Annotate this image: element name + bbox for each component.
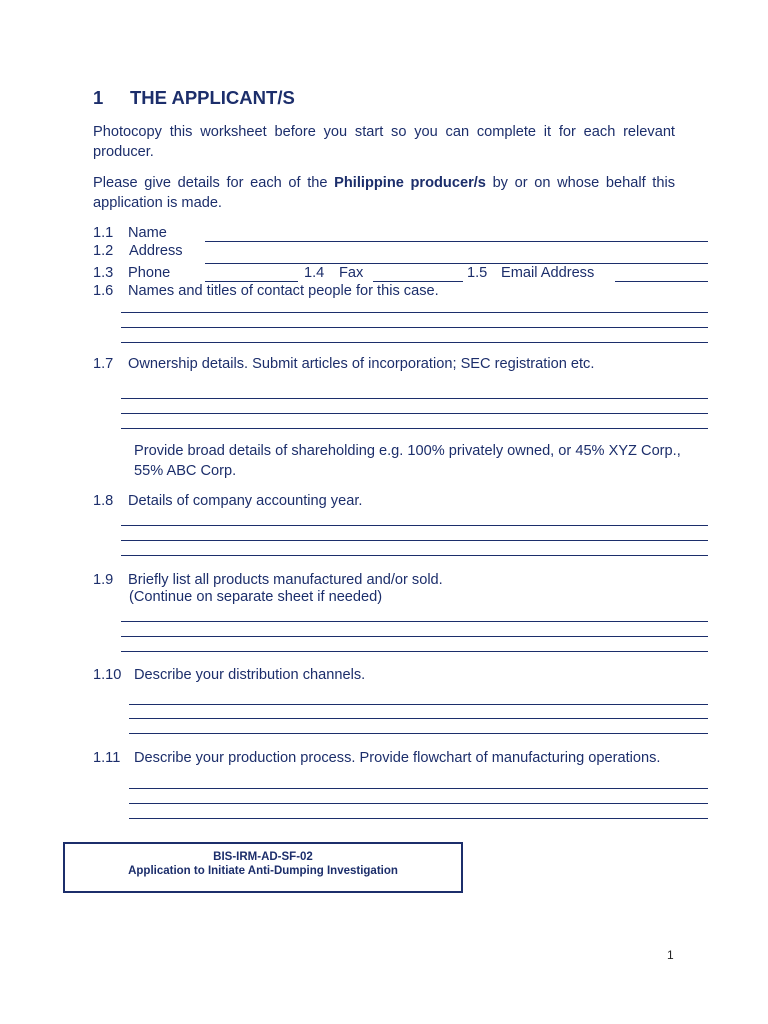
products-field-line[interactable]: [121, 636, 708, 637]
section-title: THE APPLICANT/S: [130, 87, 295, 108]
item-label-distribution: Describe your distribution channels.: [134, 667, 366, 683]
item-number: 1.8: [93, 493, 114, 509]
item-label-production: Describe your production process. Provide flowchart of manufacturing operations.: [134, 750, 661, 766]
products-field-line[interactable]: [121, 651, 708, 652]
item-number: 1.5: [467, 265, 488, 281]
item-label-products: Briefly list all products manufactured and/or sold.: [128, 572, 443, 588]
contacts-field-line[interactable]: [121, 342, 708, 343]
intro-text-before: Please give details for each of the: [93, 175, 328, 191]
item-number: 1.7: [93, 356, 114, 372]
form-code: BIS-IRM-AD-SF-02: [213, 851, 313, 863]
form-footer-box: [63, 842, 463, 893]
accounting-field-line[interactable]: [121, 555, 708, 556]
item-number: 1.6: [93, 283, 114, 299]
item-label-name: Name: [128, 225, 167, 241]
ownership-field-line[interactable]: [121, 413, 708, 414]
form-title: Application to Initiate Anti-Dumping Investigation: [128, 865, 398, 877]
distribution-field-line[interactable]: [129, 733, 708, 734]
name-field-line[interactable]: [205, 241, 708, 242]
address-field-line[interactable]: [205, 263, 708, 264]
production-field-line[interactable]: [129, 818, 708, 819]
intro-emphasis: Philippine producer/s: [334, 175, 486, 191]
item-label-email: Email Address: [501, 265, 595, 281]
item-number: 1.3: [93, 265, 114, 281]
item-label-contacts: Names and titles of contact people for this case.: [128, 283, 439, 299]
intro-text-after: by or on whose behalf this application is made.: [93, 175, 675, 211]
section-number: 1: [93, 87, 104, 108]
item-number: 1.10: [93, 667, 122, 683]
distribution-field-line[interactable]: [129, 718, 708, 719]
item-number: 1.9: [93, 572, 114, 588]
item-label-products-note: (Continue on separate sheet if needed): [129, 589, 383, 605]
item-label-ownership: Ownership details. Submit articles of incorporation; SEC registration etc.: [128, 356, 595, 372]
item-label-address: Address: [129, 243, 183, 259]
contacts-field-line[interactable]: [121, 312, 708, 313]
item-label-accounting-year: Details of company accounting year.: [128, 493, 363, 509]
item-number: 1.1: [93, 225, 114, 241]
products-field-line[interactable]: [121, 621, 708, 622]
item-number: 1.4: [304, 265, 325, 281]
ownership-field-line[interactable]: [121, 398, 708, 399]
page-number: 1: [667, 948, 674, 962]
shareholding-note: Provide broad details of shareholding e.g. 100% privately owned, or 45% XYZ Corp., 55% ABC Corp.: [134, 443, 681, 479]
intro-paragraph-1: Photocopy this worksheet before you start so you can complete it for each relevant producer.: [93, 124, 675, 160]
production-field-line[interactable]: [129, 788, 708, 789]
contacts-field-line[interactable]: [121, 327, 708, 328]
item-number: 1.11: [93, 750, 121, 766]
accounting-field-line[interactable]: [121, 525, 708, 526]
intro-paragraph-2: [93, 173, 675, 213]
item-label-fax: Fax: [339, 265, 364, 281]
item-number: 1.2: [93, 243, 114, 259]
email-field-line[interactable]: [615, 281, 708, 282]
production-field-line[interactable]: [129, 803, 708, 804]
item-label-phone: Phone: [128, 265, 171, 281]
distribution-field-line[interactable]: [129, 704, 708, 705]
ownership-field-line[interactable]: [121, 428, 708, 429]
accounting-field-line[interactable]: [121, 540, 708, 541]
